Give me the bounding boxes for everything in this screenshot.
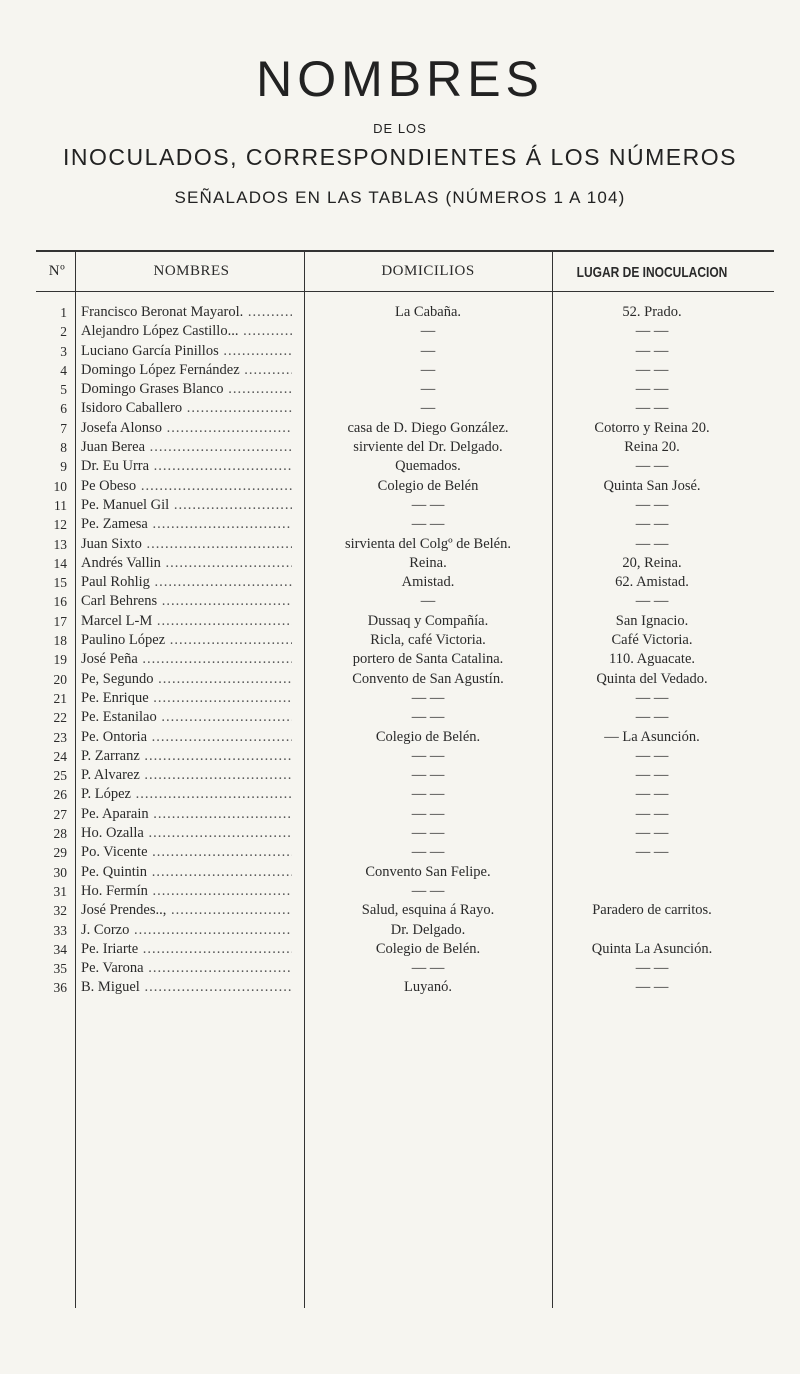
row-name: P. Zarranz ..... <box>81 747 292 766</box>
row-address: — — <box>411 767 445 784</box>
table-row <box>0 438 800 457</box>
row-name: Andrés Vallin ..... <box>81 554 292 573</box>
table-row <box>0 573 800 592</box>
row-place: — — <box>635 979 669 996</box>
subtitle-de-los: DE LOS <box>373 121 427 136</box>
column-header-place: LUGAR DE INOCULACION <box>576 263 728 281</box>
row-address: — — <box>411 960 445 977</box>
table-row <box>0 959 800 978</box>
row-address: Colegio de Belén <box>377 477 479 494</box>
row-place: — — <box>635 361 669 378</box>
row-place: Café Victoria. <box>611 632 693 649</box>
row-name: Carl Behrens ..... <box>81 592 292 611</box>
row-name: Pe. Varona ..... <box>81 959 292 978</box>
row-name: Pe. Aparain ..... <box>81 805 292 824</box>
table-row <box>0 747 800 766</box>
row-name: Domingo López Fernández ..... <box>81 361 292 380</box>
row-name: Po. Vicente ..... <box>81 843 292 862</box>
table-row <box>0 863 800 882</box>
row-name: Ho. Fermín ..... <box>81 882 292 901</box>
row-place: — — <box>635 689 669 706</box>
row-number: 6 <box>60 401 67 417</box>
row-place: Quinta San José. <box>603 477 701 494</box>
row-name: Paul Rohlig ..... <box>81 573 292 592</box>
row-name: Pe. Enrique ..... <box>81 689 292 708</box>
row-address: — — <box>411 496 445 513</box>
table-row <box>0 708 800 727</box>
row-number: 10 <box>53 478 67 494</box>
row-address: — — <box>411 516 445 533</box>
row-place: Quinta La Asunción. <box>591 940 713 957</box>
row-number: 12 <box>53 517 67 533</box>
row-name: José Prendes.., ..... <box>81 901 292 920</box>
row-address: Colegio de Belén. <box>375 940 481 957</box>
row-number: 34 <box>53 941 67 957</box>
row-address: — — <box>411 844 445 861</box>
row-address: Luyanó. <box>404 979 452 996</box>
row-number: 36 <box>53 980 67 996</box>
row-place: — — <box>635 342 669 359</box>
row-place: Reina 20. <box>624 439 680 456</box>
row-number: 25 <box>53 768 67 784</box>
row-name: B. Miguel ..... <box>81 978 292 997</box>
table-row <box>0 805 800 824</box>
table-row <box>0 399 800 418</box>
table-row <box>0 785 800 804</box>
row-address: — <box>420 323 436 340</box>
row-address: — <box>420 342 436 359</box>
row-name: Pe. Estanilao ..... <box>81 708 292 727</box>
row-name: Francisco Beronat Mayarol. ..... <box>81 303 292 322</box>
row-address: — — <box>411 709 445 726</box>
row-number: 23 <box>53 729 67 745</box>
table-row <box>0 554 800 573</box>
row-address: — — <box>411 825 445 842</box>
row-name: P. Alvarez ..... <box>81 766 292 785</box>
row-address: La Cabaña. <box>394 304 462 320</box>
row-address: — — <box>411 689 445 706</box>
row-address: Amistad. <box>401 574 455 591</box>
row-address: Quemados. <box>395 458 461 475</box>
row-number: 26 <box>53 787 67 803</box>
row-number: 4 <box>60 362 67 378</box>
row-address: portero de Santa Catalina. <box>352 651 504 668</box>
row-name: Pe. Ontoria ..... <box>81 728 292 747</box>
table-row <box>0 303 800 322</box>
table-row <box>0 728 800 747</box>
table-row <box>0 457 800 476</box>
row-place: — — <box>635 593 669 610</box>
row-place: — — <box>635 747 669 764</box>
row-place: Cotorro y Reina 20. <box>594 419 710 436</box>
row-number: 20 <box>53 671 67 687</box>
row-name: Domingo Grases Blanco ..... <box>81 380 292 399</box>
row-address: — — <box>411 882 445 899</box>
table-row <box>0 380 800 399</box>
column-header-addresses: DOMICILIOS <box>381 263 475 279</box>
row-name: Pe. Manuel Gil ..... <box>81 496 292 515</box>
table-row <box>0 535 800 554</box>
table-row <box>0 940 800 959</box>
row-number: 8 <box>60 440 67 456</box>
table-row <box>0 361 800 380</box>
row-number: 9 <box>60 459 67 475</box>
table-row <box>0 882 800 901</box>
table-row <box>0 670 800 689</box>
row-number: 27 <box>53 806 67 822</box>
row-number: 14 <box>53 555 67 571</box>
row-number: 35 <box>53 961 67 977</box>
table-row <box>0 978 800 997</box>
row-address: — <box>420 593 436 610</box>
row-name: Josefa Alonso ..... <box>81 419 292 438</box>
row-name: J. Corzo ..... <box>81 921 292 940</box>
row-place: — — <box>635 844 669 861</box>
table-row <box>0 515 800 534</box>
page-title: NOMBRES <box>256 51 544 107</box>
row-name: Juan Berea ..... <box>81 438 292 457</box>
row-name: P. López ..... <box>81 785 292 804</box>
row-name: Pe, Segundo ..... <box>81 670 292 689</box>
row-address: sirvienta del Colgº de Belén. <box>345 535 511 552</box>
row-number: 29 <box>53 845 67 861</box>
row-number: 28 <box>53 826 67 842</box>
row-number: 21 <box>53 690 67 706</box>
column-header-names: NOMBRES <box>153 263 230 279</box>
row-name: Marcel L-M ..... <box>81 612 292 631</box>
row-place: 20, Reina. <box>622 554 682 571</box>
row-name: Pe. Quintin ..... <box>81 863 292 882</box>
table-row <box>0 496 800 515</box>
table-row <box>0 477 800 496</box>
row-number: 7 <box>60 420 67 436</box>
row-address: Colegio de Belén. <box>375 728 481 745</box>
table-row <box>0 612 800 631</box>
row-place: — — <box>635 960 669 977</box>
row-number: 2 <box>60 324 67 340</box>
row-name: Alejandro López Castillo... ..... <box>81 322 292 341</box>
table-body <box>0 303 800 998</box>
row-number: 19 <box>53 652 67 668</box>
table-top-rule <box>36 250 774 252</box>
row-number: 15 <box>53 575 67 591</box>
row-name: Paulino López ..... <box>81 631 292 650</box>
row-name: Pe Obeso ..... <box>81 477 292 496</box>
row-place: — — <box>635 323 669 340</box>
table-row <box>0 843 800 862</box>
row-place: — — <box>635 805 669 822</box>
row-place: 52. Prado. <box>622 304 682 320</box>
row-address: — <box>420 381 436 398</box>
row-place: Quinta del Vedado. <box>596 670 708 687</box>
row-place: 62. Amistad. <box>615 574 689 591</box>
table-row <box>0 322 800 341</box>
row-number: 17 <box>53 613 67 629</box>
table-row <box>0 650 800 669</box>
column-header-number: Nº <box>48 263 66 279</box>
row-number: 32 <box>53 903 67 919</box>
row-address: casa de D. Diego González. <box>347 419 509 436</box>
row-place: — La Asunción. <box>604 728 700 745</box>
row-address: — — <box>411 747 445 764</box>
row-address: Reina. <box>409 554 447 571</box>
table-row <box>0 419 800 438</box>
table-row <box>0 631 800 650</box>
row-address: Salud, esquina á Rayo. <box>361 902 495 919</box>
row-place: — — <box>635 786 669 803</box>
row-number: 3 <box>60 343 67 359</box>
row-number: 5 <box>60 382 67 398</box>
row-name: Pe. Zamesa ..... <box>81 515 292 534</box>
row-place: — — <box>635 825 669 842</box>
row-name: Dr. Eu Urra ..... <box>81 457 292 476</box>
row-address: Dr. Delgado. <box>390 921 466 938</box>
row-place: — — <box>635 767 669 784</box>
row-number: 13 <box>53 536 67 552</box>
table-row <box>0 921 800 940</box>
row-place: Paradero de carritos. <box>592 902 712 919</box>
row-address: Ricla, café Victoria. <box>370 632 486 649</box>
row-place: — — <box>635 496 669 513</box>
row-address: Convento de San Agustín. <box>352 670 504 687</box>
row-address: — <box>420 361 436 378</box>
table-row <box>0 592 800 611</box>
subtitle-line-2: SEÑALADOS EN LAS TABLAS (NÚMEROS 1 A 104) <box>174 188 626 207</box>
row-address: Convento San Felipe. <box>365 863 491 880</box>
row-name: José Peña ..... <box>81 650 292 669</box>
row-number: 11 <box>54 497 67 513</box>
row-number: 1 <box>60 305 67 320</box>
row-place: San Ignacio. <box>615 612 689 629</box>
table-row <box>0 901 800 920</box>
row-address: — — <box>411 786 445 803</box>
row-address: — — <box>411 805 445 822</box>
row-place: — — <box>635 516 669 533</box>
table-row <box>0 342 800 361</box>
row-address: — <box>420 400 436 417</box>
row-name: Luciano García Pinillos ..... <box>81 342 292 361</box>
row-place: — — <box>635 709 669 726</box>
row-address: Dussaq y Compañía. <box>367 612 489 629</box>
row-number: 30 <box>53 864 67 880</box>
row-place: — — <box>635 381 669 398</box>
row-place: — — <box>635 400 669 417</box>
row-name: Juan Sixto ..... <box>81 535 292 554</box>
row-name: Pe. Iriarte ..... <box>81 940 292 959</box>
table-header-rule <box>36 291 774 292</box>
row-name: Isidoro Caballero ..... <box>81 399 292 418</box>
row-number: 33 <box>53 922 67 938</box>
row-number: 18 <box>53 633 67 649</box>
subtitle-line-1: INOCULADOS, CORRESPONDIENTES Á LOS NÚMEROS <box>63 144 737 170</box>
table-row <box>0 766 800 785</box>
row-number: 31 <box>53 883 67 899</box>
table-row <box>0 824 800 843</box>
table-row <box>0 689 800 708</box>
row-number: 24 <box>53 748 67 764</box>
row-place: — — <box>635 458 669 475</box>
row-name: Ho. Ozalla ..... <box>81 824 292 843</box>
row-number: 22 <box>53 710 67 726</box>
row-address: sirviente del Dr. Delgado. <box>353 439 503 456</box>
row-number: 16 <box>53 594 67 610</box>
row-place: — — <box>635 535 669 552</box>
row-place: 110. Aguacate. <box>608 651 696 668</box>
